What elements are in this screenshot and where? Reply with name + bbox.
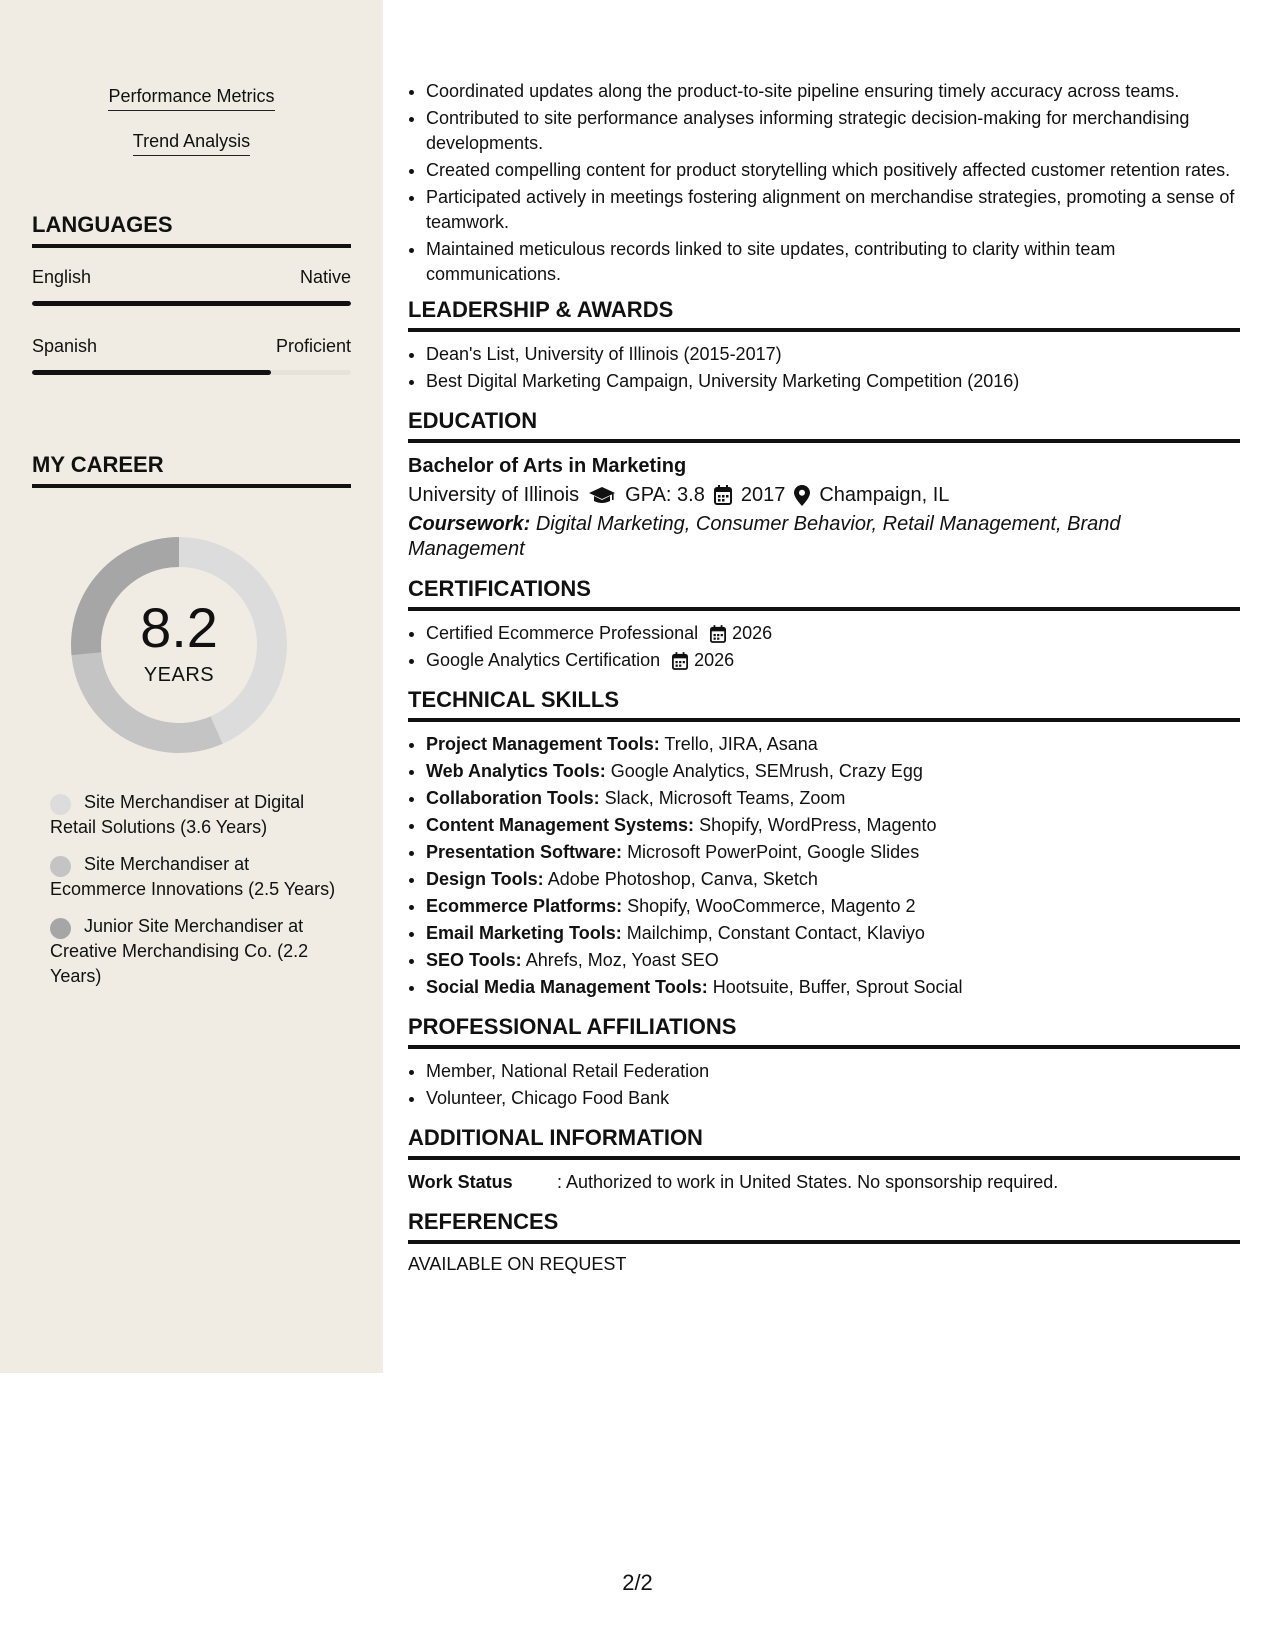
career-role-label: Junior Site Merchandiser at Creative Merchandising Co. (2.2 Years) [50, 916, 309, 986]
skill-category: Content Management Systems: [426, 815, 695, 835]
languages-heading: LANGUAGES [32, 212, 351, 248]
work-status-label: Work Status [408, 1172, 513, 1192]
location-pin-icon [794, 485, 810, 506]
certification-name: • Google Analytics Certification [426, 650, 661, 670]
experience-bullet: • Coordinated updates along the product-to-site pipeline ensuring timely accuracy across teams. [426, 79, 1240, 104]
language-name: Spanish [32, 336, 98, 356]
career-legend-item [50, 914, 340, 989]
legend-dot [50, 918, 71, 939]
certifications-list [408, 621, 1240, 673]
career-role-label: Site Merchandiser at Ecommerce Innovations (2.5 Years) [50, 854, 336, 899]
certification-name: • Certified Ecommerce Professional [426, 623, 699, 643]
language-name: English [32, 267, 92, 287]
skill-item [426, 732, 1240, 757]
experience-bullet: • Contributed to site performance analyses informing strategic decision-making for merchandising developments. [426, 106, 1240, 156]
skill-category: Presentation Software: [426, 842, 623, 862]
work-status-row [408, 1170, 1240, 1195]
technical-skills-heading: TECHNICAL SKILLS [408, 687, 1240, 722]
legend-dot [50, 794, 71, 815]
skill-category: Design Tools: [426, 869, 544, 889]
affiliations-heading: PROFESSIONAL AFFILIATIONS [408, 1014, 1240, 1049]
skill-item [426, 813, 1240, 838]
skill-item [426, 894, 1240, 919]
certifications-heading: CERTIFICATIONS [408, 576, 1240, 611]
school-location: Champaign, IL [819, 484, 950, 506]
career-legend-item [50, 790, 340, 840]
skill-values: Mailchimp, Constant Contact, Klaviyo [626, 923, 925, 943]
award-item: • Dean's List, University of Illinois (2015-2017) [426, 342, 1240, 367]
experience-bullet: • Created compelling content for product storytelling which positively affected customer retention rates. [426, 158, 1240, 183]
skill-item [426, 867, 1240, 892]
certification-year: 2026 [694, 650, 735, 670]
language-level: Native [299, 267, 351, 287]
skill-tags [0, 86, 383, 176]
affiliation-item: • Volunteer, Chicago Food Bank [426, 1086, 1240, 1111]
affiliation-item: • Member, National Retail Federation [426, 1059, 1240, 1084]
school-name: University of Illinois [408, 484, 580, 506]
skill-category: SEO Tools: [426, 950, 522, 970]
career-total-unit: YEARS [143, 664, 215, 686]
skill-values: Shopify, WordPress, Magento [699, 815, 937, 835]
degree-title: Bachelor of Arts in Marketing [408, 455, 687, 477]
leadership-heading: LEADERSHIP & AWARDS [408, 297, 1240, 332]
coursework-label: Coursework: [408, 513, 531, 535]
certification-item [426, 621, 1240, 646]
skill-category: Web Analytics Tools: [426, 761, 606, 781]
career-legend [50, 790, 340, 1001]
graduation-year: 2017 [740, 484, 786, 506]
skill-values: Microsoft PowerPoint, Google Slides [627, 842, 920, 862]
experience-bullet: • Maintained meticulous records linked to site updates, contributing to clarity within team communications. [426, 237, 1240, 287]
certification-year: 2026 [732, 623, 773, 643]
language-proficiency-bar [32, 301, 351, 306]
main-content [408, 0, 1240, 1275]
skill-category: Collaboration Tools: [426, 788, 600, 808]
skill-item [426, 975, 1240, 1000]
skill-item [426, 759, 1240, 784]
calendar-icon [672, 652, 688, 670]
skill-item [426, 948, 1240, 973]
skill-values: Ahrefs, Moz, Yoast SEO [525, 950, 719, 970]
references-text: AVAILABLE ON REQUEST [408, 1254, 627, 1274]
skill-item [426, 921, 1240, 946]
language-row [32, 336, 351, 375]
skill-values: Hootsuite, Buffer, Sprout Social [712, 977, 963, 997]
gpa: GPA: 3.8 [625, 484, 705, 506]
career-donut-chart [62, 528, 296, 762]
language-proficiency-bar [32, 370, 351, 375]
legend-dot [50, 856, 71, 877]
career-heading: MY CAREER [32, 452, 351, 488]
experience-bullets [408, 79, 1240, 287]
experience-bullet: • Participated actively in meetings fostering alignment on merchandise strategies, promoting a sense of teamwork. [426, 185, 1240, 235]
skill-values: Google Analytics, SEMrush, Crazy Egg [610, 761, 923, 781]
skill-tag: Performance Metrics [108, 86, 274, 111]
career-legend-item [50, 852, 340, 902]
language-proficiency-fill [32, 301, 351, 306]
graduation-cap-icon [588, 485, 616, 505]
skill-category: Social Media Management Tools: [426, 977, 708, 997]
skill-values: Shopify, WooCommerce, Magento 2 [627, 896, 916, 916]
skill-category: Email Marketing Tools: [426, 923, 622, 943]
leadership-list [408, 342, 1240, 394]
career-role-label: Site Merchandiser at Digital Retail Solutions (3.6 Years) [50, 792, 305, 837]
certification-item [426, 648, 1240, 673]
skill-category: Project Management Tools: [426, 734, 660, 754]
award-item: • Best Digital Marketing Campaign, University Marketing Competition (2016) [426, 369, 1240, 394]
sidebar [0, 0, 383, 1373]
skill-values: Adobe Photoshop, Canva, Sketch [547, 869, 818, 889]
education-heading: EDUCATION [408, 408, 1240, 443]
coursework [408, 512, 1240, 562]
skill-category: Ecommerce Platforms: [426, 896, 623, 916]
language-row [32, 267, 351, 306]
language-proficiency-fill [32, 370, 271, 375]
skill-item [426, 786, 1240, 811]
calendar-icon [710, 625, 726, 643]
career-total-years: 8.2 [140, 596, 218, 659]
calendar-icon [714, 485, 732, 505]
coursework-list: Digital Marketing, Consumer Behavior, Retail Management, Brand Management [408, 513, 1121, 560]
affiliations-list [408, 1059, 1240, 1111]
skill-item [426, 840, 1240, 865]
skill-values: Trello, JIRA, Asana [664, 734, 818, 754]
additional-info-heading: ADDITIONAL INFORMATION [408, 1125, 1240, 1160]
language-level: Proficient [275, 336, 351, 356]
skill-values: Slack, Microsoft Teams, Zoom [604, 788, 846, 808]
references-heading: REFERENCES [408, 1209, 1240, 1244]
education-details [408, 480, 1240, 510]
skill-tag: Trend Analysis [133, 131, 250, 156]
page-number: 2/2 [622, 1570, 653, 1595]
technical-skills-list [408, 732, 1240, 1000]
work-status-value: : Authorized to work in United States. No sponsorship required. [557, 1172, 1059, 1192]
